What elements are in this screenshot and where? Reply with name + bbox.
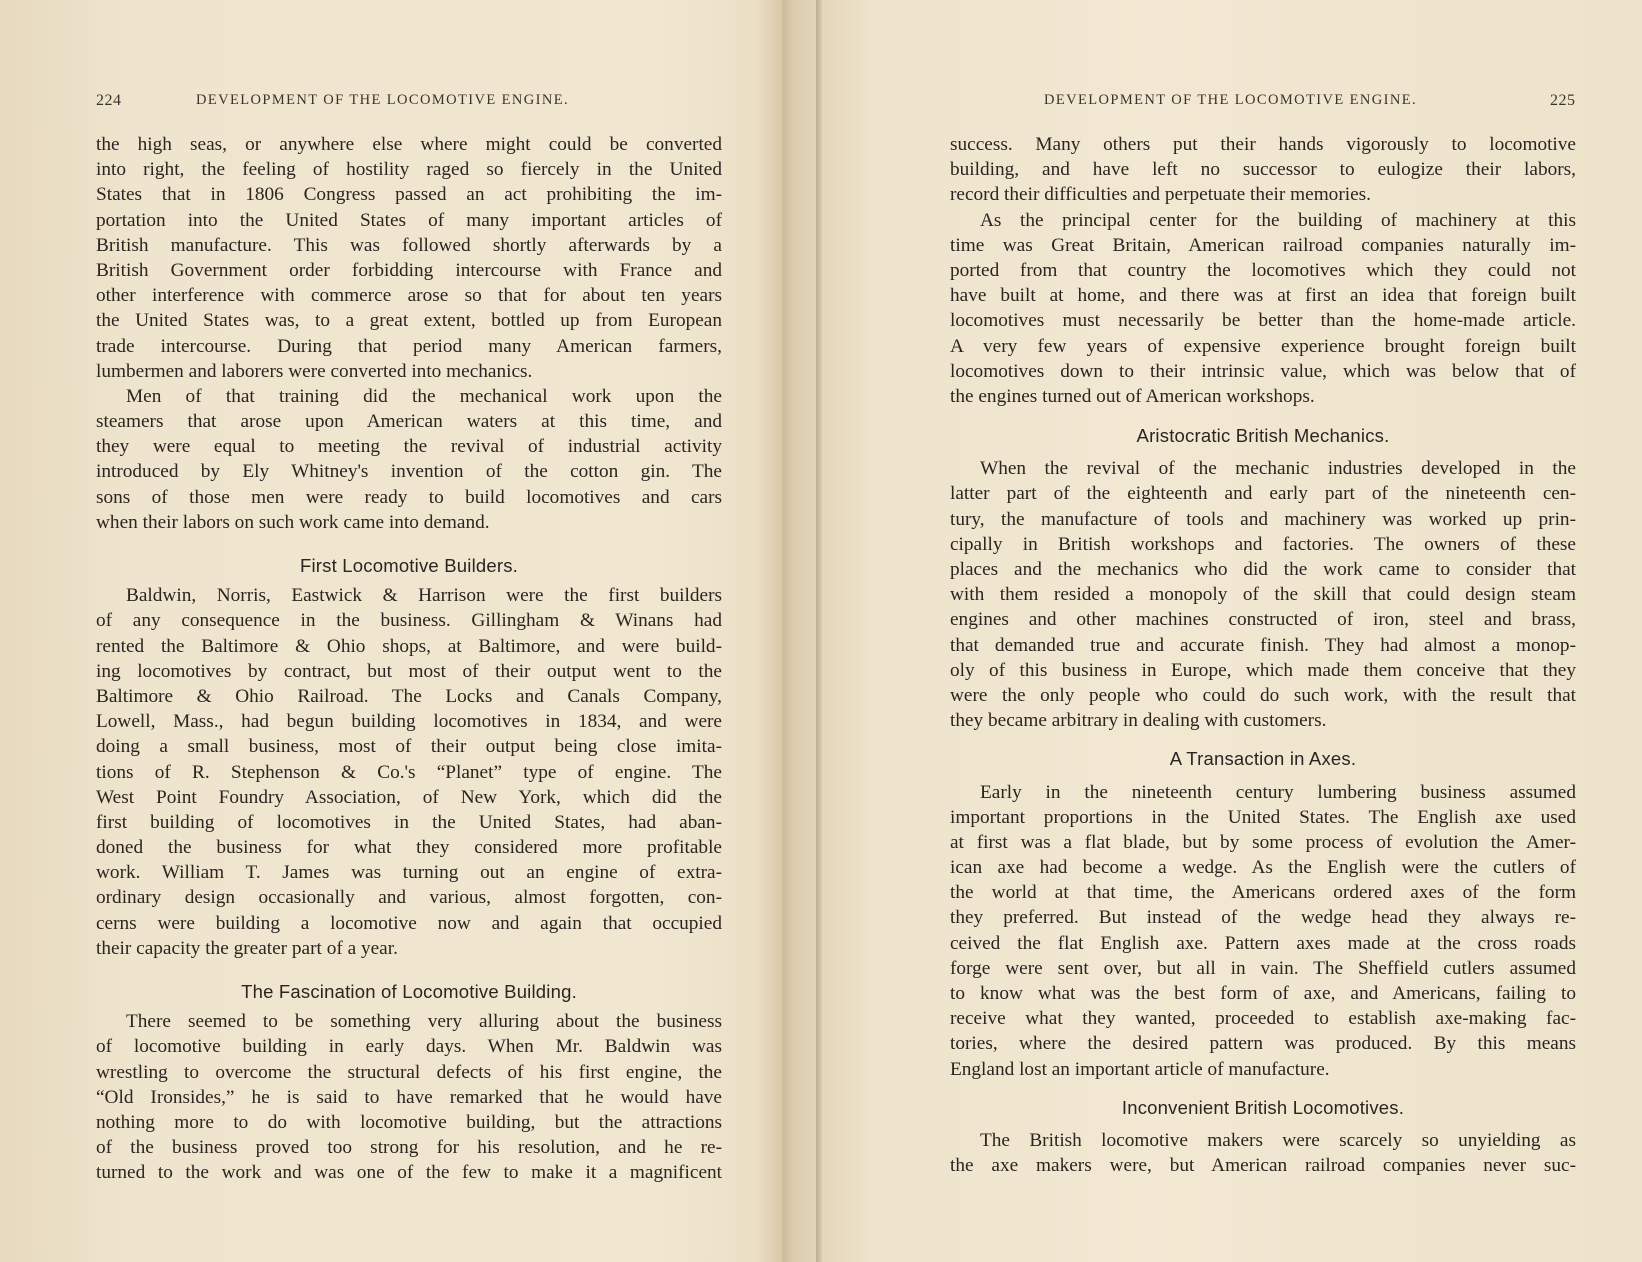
text-line: introduced by Ely Whitney's invention of the cotton gin. The (96, 461, 722, 483)
text-line: forge were sent over, but all in vain. The Sheffield cutlers assumed (950, 957, 1576, 979)
left-page-body (96, 132, 722, 1186)
text-line: engines and other machines constructed of iron, steel and brass, (950, 609, 1576, 631)
text-line: turned to the work and was one of the few to make it a magnificent (96, 1162, 722, 1184)
text-line: portation into the United States of many important articles of (96, 209, 722, 231)
text-line: cipally in British workshops and factories. The owners of these (950, 533, 1576, 555)
text-line: West Point Foundry Association, of New York, which did the (96, 786, 722, 808)
text-line: A very few years of expensive experience brought foreign built (950, 335, 1576, 357)
text-line: sons of those men were ready to build locomotives and cars (96, 486, 722, 508)
left-page (0, 0, 816, 1262)
text-line: ported from that country the locomotives which they could not (950, 259, 1576, 281)
text-line: tories, where the desired pattern was produced. By this means (950, 1033, 1576, 1055)
text-line: their capacity the greater part of a year. (96, 937, 398, 959)
right-page (822, 0, 1642, 1262)
left-page-number: 224 (96, 92, 122, 109)
text-line: Baltimore & Ohio Railroad. The Locks and Canals Company, (96, 685, 722, 707)
right-para-3 (950, 456, 1576, 733)
text-line: places and the mechanics who did the work came to consider that (950, 559, 1576, 581)
right-page-body (950, 132, 1576, 1178)
text-line: locomotives must necessarily be better than the home-made article. (950, 310, 1576, 332)
text-line: building, and have left no successor to eulogize their labors, (950, 159, 1576, 181)
text-line: they preferred. But instead of the wedge head they always re- (950, 907, 1576, 929)
text-line: of any consequence in the business. Gillingham & Winans had (96, 610, 722, 632)
text-line: time was Great Britain, American railroad companies naturally im- (950, 234, 1576, 256)
text-line: that demanded true and accurate finish. They had almost a monop- (950, 634, 1576, 656)
left-para-1 (96, 132, 722, 384)
text-line: wrestling to overcome the structural defects of his first engine, the (96, 1061, 722, 1083)
text-line: British manufacture. This was followed shortly afterwards by a (96, 234, 722, 256)
text-line: ordinary design occasionally and various, almost forgotten, con- (96, 887, 722, 909)
text-line: steamers that arose upon American waters at this time, and (96, 411, 722, 433)
text-line: locomotives down to their intrinsic value, which was below that of (950, 360, 1576, 382)
text-line: the axe makers were, but American railroad companies never suc- (950, 1155, 1576, 1177)
text-line: lumbermen and laborers were converted into mechanics. (96, 360, 533, 382)
section-heading-fascination: The Fascination of Locomotive Building. (241, 981, 577, 1003)
section-heading-transaction-in-axes: A Transaction in Axes. (1169, 748, 1357, 770)
text-line: the United States was, to a great extent, bottled up from European (96, 310, 722, 332)
text-line: Lowell, Mass., had begun building locomotives in 1834, and were (96, 711, 722, 733)
text-line: As the principal center for the building of machinery at this (980, 209, 1576, 231)
text-line: of locomotive building in early days. When Mr. Baldwin was (96, 1036, 722, 1058)
text-line: of the business proved too strong for his resolution, and he re- (96, 1137, 722, 1159)
text-line: England lost an important article of manufacture. (950, 1058, 1330, 1080)
text-line: success. Many others put their hands vigorously to locomotive (950, 134, 1576, 155)
text-line: When the revival of the mechanic industries developed in the (980, 458, 1576, 480)
section-heading-aristocratic-british-mechanics: Aristocratic British Mechanics. (1136, 425, 1390, 447)
text-line: doing a small business, most of their output being close imita- (96, 736, 722, 758)
text-line: they were equal to meeting the revival of industrial activity (96, 436, 722, 458)
text-line: ceived the flat English axe. Pattern axes made at the cross roads (950, 932, 1576, 954)
text-line: rented the Baltimore & Ohio shops, at Baltimore, and were build- (96, 635, 722, 657)
text-line: when their labors on such work came into demand. (96, 511, 490, 533)
text-line: Baldwin, Norris, Eastwick & Harrison were the first builders (126, 585, 722, 607)
right-para-1 (950, 132, 1576, 208)
right-page-number: 225 (1550, 92, 1576, 109)
text-line: other interference with commerce arose so that for about ten years (96, 285, 722, 307)
text-line: Men of that training did the mechanical work upon the (126, 385, 722, 407)
text-line: ing locomotives by contract, but most of their output went to the (96, 660, 722, 682)
right-running-head-title: DEVELOPMENT OF THE LOCOMOTIVE ENGINE. (1044, 92, 1418, 108)
text-line: oly of this business in Europe, which made them conceive that they (950, 659, 1576, 681)
text-line: “Old Ironsides,” he is said to have remarked that he would have (96, 1086, 722, 1108)
right-para-5 (950, 1128, 1576, 1178)
text-line: first building of locomotives in the United States, had aban- (96, 811, 722, 833)
text-line: Early in the nineteenth century lumbering business assumed (980, 781, 1576, 803)
text-line: nothing more to do with locomotive building, but the attractions (96, 1111, 722, 1133)
text-line: at first was a flat blade, but by some process of evolution the Amer- (950, 831, 1576, 853)
text-line: latter part of the eighteenth and early part of the nineteenth cen- (950, 483, 1576, 505)
section-heading-inconvenient-british-locomotives: Inconvenient British Locomotives. (1121, 1096, 1405, 1118)
text-line: the world at that time, the Americans ordered axes of the form (950, 882, 1576, 904)
text-line: ican axe had become a wedge. As the English were the cutlers of (950, 857, 1576, 879)
left-para-4 (96, 1009, 722, 1185)
left-para-3 (96, 583, 722, 961)
text-line: There seemed to be something very alluring about the business (126, 1011, 722, 1033)
text-line: cerns were building a locomotive now and again that occupied (96, 912, 722, 934)
text-line: States that in 1806 Congress passed an act prohibiting the im- (96, 184, 722, 206)
text-line: The British locomotive makers were scarcely so unyielding as (980, 1129, 1576, 1151)
text-line: the engines turned out of American workshops. (950, 385, 1315, 407)
text-line: with them resided a monopoly of the skill that could design steam (950, 584, 1576, 606)
left-para-2 (96, 384, 722, 535)
text-line: tions of R. Stephenson & Co.'s “Planet” type of engine. The (96, 761, 722, 783)
text-line: work. William T. James was turning out an engine of extra- (96, 862, 722, 884)
text-line: have built at home, and there was at first an idea that foreign built (950, 285, 1576, 307)
text-line: receive what they wanted, proceeded to establish axe-making fac- (950, 1008, 1576, 1030)
text-line: British Government order forbidding intercourse with France and (96, 259, 722, 281)
text-line: doned the business for what they considered more profitable (96, 837, 722, 859)
left-running-head-title: DEVELOPMENT OF THE LOCOMOTIVE ENGINE. (196, 92, 570, 108)
text-line: important proportions in the United States. The English axe used (950, 806, 1576, 828)
text-line: tury, the manufacture of tools and machinery was worked up prin- (950, 508, 1576, 530)
text-line: record their difficulties and perpetuate their memories. (950, 184, 1371, 206)
text-line: they became arbitrary in dealing with customers. (950, 710, 1327, 732)
section-heading-first-locomotive-builders: First Locomotive Builders. (299, 555, 519, 576)
text-line: into right, the feeling of hostility raged so fiercely in the United (96, 159, 722, 181)
text-line: were the only people who could do such work, with the result that (950, 684, 1576, 706)
text-line: the high seas, or anywhere else where might could be converted (96, 134, 722, 155)
text-line: to know what was the best form of axe, and Americans, failing to (950, 983, 1576, 1005)
text-line: trade intercourse. During that period many American farmers, (96, 335, 722, 357)
right-para-2 (950, 208, 1576, 410)
right-para-4 (950, 780, 1576, 1082)
